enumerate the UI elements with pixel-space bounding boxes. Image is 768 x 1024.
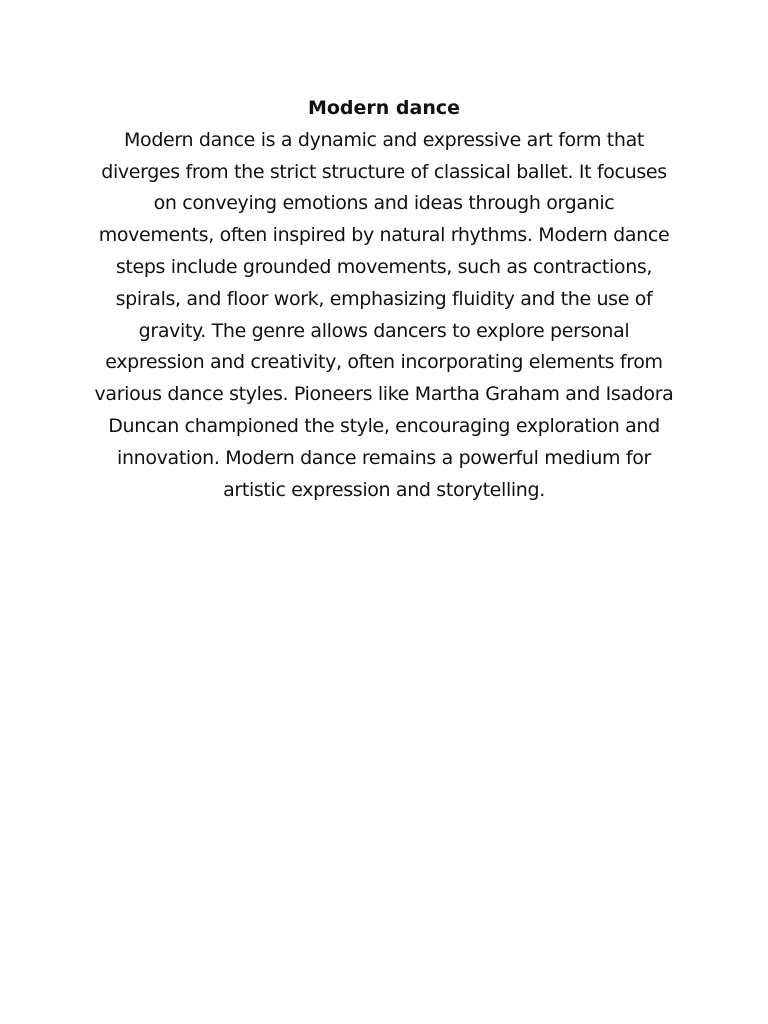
document-body: Modern dance is a dynamic and expressive art form that diverges from the strict structure of classical ballet. It focuses on conveying emotions and ideas through organic movements, often inspired by natural rhythms. Modern dance steps include grounded movements, such as contractions, spirals, and floor work, emphasizing fluidity and the use of gravity. The genre allows dancers to explore personal expression and creativity, often incorporating elements from various dance styles. Pioneers like Martha Graham and Isadora Duncan championed the style, encouraging exploration and innovation. Modern dance remains a powerful medium for artistic expression and storytelling. <box>94 128 674 501</box>
document-title: Modern dance <box>307 97 461 119</box>
document-content <box>94 93 674 506</box>
